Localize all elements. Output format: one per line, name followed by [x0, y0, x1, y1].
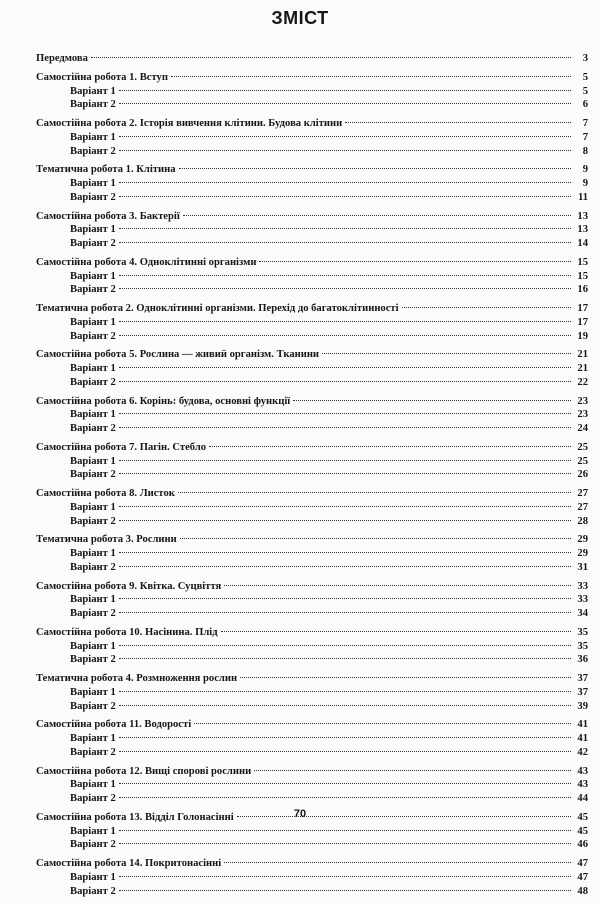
toc-page-number: 35	[577, 640, 588, 652]
dot-leader	[119, 552, 571, 553]
toc-entry-title: Самостійна робота 7. Пагін. Стебло	[36, 441, 207, 453]
dot-leader	[254, 770, 571, 771]
toc-entry-row	[36, 210, 588, 224]
dot-leader	[293, 400, 571, 401]
dot-leader	[119, 658, 571, 659]
dot-leader	[119, 645, 571, 646]
toc-page-number: 27	[577, 501, 588, 513]
dot-leader	[322, 353, 571, 354]
toc-section	[36, 71, 588, 112]
toc-variant-row	[36, 468, 588, 482]
toc-variant-label: Варіант 2	[70, 608, 116, 619]
toc-variant-row	[36, 746, 588, 760]
toc-entry-title: Тематична робота 4. Розмноження рослин	[36, 673, 238, 684]
dot-leader	[119, 473, 571, 474]
toc-page-number: 23	[577, 395, 588, 407]
toc-variant-label: Варіант 2	[70, 515, 116, 527]
toc-page-number: 36	[577, 654, 588, 666]
dot-leader	[119, 506, 571, 507]
toc-variant-row	[36, 561, 588, 575]
toc-section	[36, 256, 588, 297]
toc-section	[36, 857, 588, 898]
page-title: ЗМІСТ	[271, 8, 329, 28]
toc-section	[36, 163, 588, 204]
toc-variant-row	[36, 376, 588, 390]
dot-leader	[171, 76, 571, 77]
toc-variant-label: Варіант 1	[70, 594, 116, 606]
toc-page-number: 27	[577, 488, 588, 499]
toc-variant-row	[36, 547, 588, 561]
toc-page-number: 3	[582, 53, 588, 64]
toc-entry-title: Самостійна робота 8. Листок	[36, 488, 175, 499]
toc-entry-row	[36, 672, 588, 686]
toc-variant-row	[36, 640, 588, 654]
toc-variant-row	[36, 885, 588, 899]
toc-variant-label: Варіант 1	[70, 733, 116, 744]
toc-variant-label: Варіант 1	[70, 409, 116, 421]
dot-leader	[119, 196, 571, 197]
toc-variant-label: Варіант 1	[70, 178, 116, 189]
toc-variant-label: Варіант 2	[70, 700, 116, 712]
toc-variant-label: Варіант 2	[70, 145, 116, 157]
toc-variant-label: Варіант 2	[70, 376, 116, 388]
toc-page-number: 15	[577, 270, 588, 282]
toc-variant-label: Варіант 1	[70, 455, 116, 467]
toc-variant-row	[36, 871, 588, 885]
dot-leader	[224, 862, 571, 863]
toc-variant-row	[36, 362, 588, 376]
dot-leader	[119, 737, 571, 738]
toc-page-number: 47	[577, 871, 588, 883]
toc-entry-row	[36, 256, 588, 270]
toc-entry-title: Самостійна робота 4. Одноклітинні організми	[36, 256, 257, 268]
toc-variant-row	[36, 85, 588, 99]
toc-section	[36, 117, 588, 158]
toc-variant-label: Варіант 1	[70, 779, 116, 791]
dot-leader	[119, 783, 571, 784]
dot-leader	[119, 520, 571, 521]
toc-page-number: 47	[577, 858, 588, 869]
dot-leader	[221, 631, 571, 632]
toc-variant-row	[36, 593, 588, 607]
dot-leader	[119, 103, 571, 104]
toc-section	[36, 626, 588, 667]
toc-page-number: 43	[577, 765, 588, 777]
dot-leader	[178, 492, 571, 493]
toc-variant-row	[36, 330, 588, 344]
toc-variant-row	[36, 422, 588, 436]
dot-leader	[119, 367, 571, 368]
toc-entry-title: Самостійна робота 1. Вступ	[36, 71, 168, 83]
toc-variant-row	[36, 408, 588, 422]
toc-entry-title: Самостійна робота 14. Покритонасінні	[36, 858, 222, 869]
dot-leader	[119, 228, 571, 229]
toc-variant-label: Варіант 1	[70, 871, 116, 883]
dot-leader	[119, 751, 571, 752]
dot-leader	[119, 182, 571, 183]
toc-entry-row	[36, 71, 588, 85]
dot-leader	[179, 168, 571, 169]
toc-variant-label: Варіант 2	[70, 423, 116, 434]
dot-leader	[91, 57, 571, 58]
toc-entry-row	[36, 302, 588, 316]
toc-page-number: 43	[577, 779, 588, 791]
toc-entry-title: Самостійна робота 13. Відділ Голонасінні	[36, 811, 234, 823]
toc-variant-label: Варіант 1	[70, 85, 116, 97]
toc-page-number: 33	[577, 580, 588, 592]
toc-page-number: 39	[577, 700, 588, 712]
toc-page-number: 25	[577, 455, 588, 467]
toc-variant-label: Варіант 2	[70, 561, 116, 573]
toc-variant-label: Варіант 1	[70, 270, 116, 282]
dot-leader	[119, 381, 571, 382]
toc-entry-title: Тематична робота 2. Одноклітинні організми. Перехід до багатоклітинності	[36, 303, 399, 314]
toc-variant-label: Варіант 2	[70, 746, 116, 758]
dot-leader	[119, 136, 571, 137]
toc-variant-label: Варіант 2	[70, 654, 116, 666]
toc-section	[36, 580, 588, 621]
toc-section	[36, 441, 588, 482]
toc-page-number: 19	[577, 330, 588, 342]
toc-entry-row	[36, 765, 588, 779]
dot-leader	[119, 242, 571, 243]
toc-entry-row	[36, 441, 588, 455]
toc-section	[36, 348, 588, 389]
table-of-contents	[36, 52, 588, 903]
toc-variant-row	[36, 732, 588, 746]
toc-page-number: 29	[577, 534, 588, 546]
dot-leader	[194, 723, 571, 724]
toc-variant-row	[36, 515, 588, 529]
toc-section	[36, 52, 588, 66]
toc-variant-row	[36, 191, 588, 205]
toc-page-number: 42	[577, 746, 588, 758]
toc-entry-title: Самостійна робота 11. Водорості	[36, 719, 192, 731]
toc-page-number: 37	[577, 686, 588, 698]
dot-leader	[119, 275, 571, 276]
toc-page-number: 21	[577, 349, 588, 361]
dot-leader	[119, 90, 571, 91]
toc-section	[36, 718, 588, 759]
toc-variant-label: Варіант 1	[70, 686, 116, 698]
toc-entry-row	[36, 533, 588, 547]
toc-variant-row	[36, 131, 588, 145]
toc-entry-title: Самостійна робота 10. Насінина. Плід	[36, 626, 218, 638]
toc-variant-label: Варіант 2	[70, 469, 116, 481]
toc-page-number: 25	[577, 441, 588, 453]
toc-entry-row	[36, 580, 588, 594]
toc-variant-row	[36, 270, 588, 284]
dot-leader	[119, 797, 571, 798]
dot-leader	[180, 538, 571, 539]
dot-leader	[224, 585, 571, 586]
toc-page-number: 31	[577, 561, 588, 573]
toc-variant-label: Варіант 1	[70, 548, 116, 559]
toc-section	[36, 210, 588, 251]
toc-page-number: 33	[577, 594, 588, 606]
toc-page-number: 41	[577, 719, 588, 731]
toc-entry-title: Самостійна робота 12. Вищі спорові рослини	[36, 765, 252, 777]
dot-leader	[119, 612, 571, 613]
dot-leader	[119, 691, 571, 692]
dot-leader	[119, 288, 571, 289]
toc-variant-label: Варіант 1	[70, 224, 116, 236]
toc-variant-label: Варіант 1	[70, 363, 116, 374]
toc-entry-title: Самостійна робота 2. Історія вивчення клітини. Будова клітини	[36, 118, 343, 129]
toc-variant-label: Варіант 2	[70, 839, 116, 851]
toc-variant-row	[36, 237, 588, 251]
dot-leader	[119, 705, 571, 706]
toc-entry-row	[36, 395, 588, 409]
toc-variant-row	[36, 607, 588, 621]
toc-variant-row	[36, 223, 588, 237]
toc-page-number: 6	[582, 99, 588, 111]
toc-page-number: 15	[577, 256, 588, 268]
toc-variant-row	[36, 825, 588, 839]
toc-variant-label: Варіант 1	[70, 316, 116, 328]
toc-entry-title: Самостійна робота 5. Рослина — живий організм. Тканини	[36, 349, 320, 361]
toc-page-number: 17	[577, 316, 588, 328]
toc-entry-title: Самостійна робота 6. Корінь: будова, основні функції	[36, 395, 291, 407]
dot-leader	[119, 598, 571, 599]
toc-variant-label: Варіант 2	[70, 885, 116, 897]
toc-variant-row	[36, 283, 588, 297]
toc-section	[36, 672, 588, 713]
toc-page-number: 35	[577, 626, 588, 638]
toc-section	[36, 487, 588, 528]
toc-page-number: 37	[577, 673, 588, 684]
toc-section	[36, 395, 588, 436]
toc-page-number: 29	[577, 548, 588, 559]
toc-variant-label: Варіант 1	[70, 825, 116, 837]
toc-variant-label: Варіант 1	[70, 501, 116, 513]
dot-leader	[345, 122, 571, 123]
toc-page-number: 7	[582, 131, 588, 143]
toc-page-number: 17	[577, 303, 588, 314]
dot-leader	[259, 261, 571, 262]
toc-variant-label: Варіант 1	[70, 131, 116, 143]
page-number: 70	[293, 808, 307, 820]
toc-variant-label: Варіант 1	[70, 640, 116, 652]
toc-variant-label: Варіант 2	[70, 284, 116, 296]
toc-page-number: 16	[577, 284, 588, 296]
dot-leader	[119, 460, 571, 461]
toc-entry-row	[36, 117, 588, 131]
toc-page-number: 26	[577, 469, 588, 481]
dot-leader	[119, 890, 571, 891]
dot-leader	[119, 427, 571, 428]
toc-variant-row	[36, 778, 588, 792]
toc-entry-row	[36, 718, 588, 732]
toc-page-number: 34	[577, 608, 588, 619]
toc-variant-label: Варіант 2	[70, 330, 116, 342]
toc-entry-row	[36, 626, 588, 640]
dot-leader	[119, 321, 571, 322]
toc-variant-label: Варіант 2	[70, 793, 116, 804]
dot-leader	[183, 215, 571, 216]
toc-page-number: 14	[577, 238, 588, 249]
dot-leader	[240, 677, 571, 678]
toc-page-number: 23	[577, 409, 588, 421]
toc-entry-row	[36, 487, 588, 501]
toc-page-number: 11	[577, 191, 588, 203]
toc-variant-label: Варіант 2	[70, 99, 116, 111]
toc-variant-row	[36, 455, 588, 469]
toc-page-number: 44	[577, 793, 588, 804]
toc-entry-row	[36, 857, 588, 871]
toc-page-number: 46	[577, 839, 588, 851]
toc-entry-title: Тематична робота 1. Клітина	[36, 164, 176, 176]
dot-leader	[119, 335, 571, 336]
toc-variant-row	[36, 653, 588, 667]
toc-variant-row	[36, 177, 588, 191]
dot-leader	[402, 307, 571, 308]
toc-page-number: 21	[577, 363, 588, 374]
toc-page-number: 13	[577, 210, 588, 222]
toc-page-number: 48	[577, 885, 588, 897]
toc-page-number: 9	[582, 178, 588, 189]
dot-leader	[119, 830, 571, 831]
toc-page-number: 5	[582, 85, 588, 97]
toc-variant-row	[36, 98, 588, 112]
dot-leader	[119, 566, 571, 567]
toc-variant-label: Варіант 2	[70, 191, 116, 203]
toc-page-number: 7	[582, 118, 588, 129]
toc-page-number: 8	[582, 145, 588, 157]
toc-variant-row	[36, 501, 588, 515]
dot-leader	[119, 876, 571, 877]
toc-page-number: 5	[582, 71, 588, 83]
toc-entry-row	[36, 348, 588, 362]
toc-page-number: 22	[577, 376, 588, 388]
toc-entry-title: Самостійна робота 3. Бактерії	[36, 210, 180, 222]
dot-leader	[119, 843, 571, 844]
toc-section	[36, 302, 588, 343]
toc-entry-row	[36, 52, 588, 66]
toc-page-number: 41	[577, 733, 588, 744]
dot-leader	[119, 150, 571, 151]
toc-variant-row	[36, 700, 588, 714]
toc-page-number: 45	[577, 825, 588, 837]
toc-page-number: 9	[582, 164, 588, 176]
toc-variant-label: Варіант 2	[70, 238, 116, 249]
toc-entry-row	[36, 163, 588, 177]
toc-section	[36, 533, 588, 574]
toc-variant-row	[36, 145, 588, 159]
toc-variant-row	[36, 316, 588, 330]
toc-variant-row	[36, 792, 588, 806]
toc-variant-row	[36, 686, 588, 700]
toc-section	[36, 765, 588, 806]
toc-entry-title: Передмова	[36, 53, 88, 64]
toc-page-number: 45	[577, 811, 588, 823]
toc-entry-title: Самостійна робота 9. Квітка. Суцвіття	[36, 580, 222, 592]
toc-page-number: 13	[577, 224, 588, 236]
dot-leader	[119, 413, 571, 414]
toc-page-number: 24	[577, 423, 588, 434]
toc-page-number: 28	[577, 515, 588, 527]
dot-leader	[209, 446, 571, 447]
toc-entry-title: Тематична робота 3. Рослини	[36, 534, 177, 546]
